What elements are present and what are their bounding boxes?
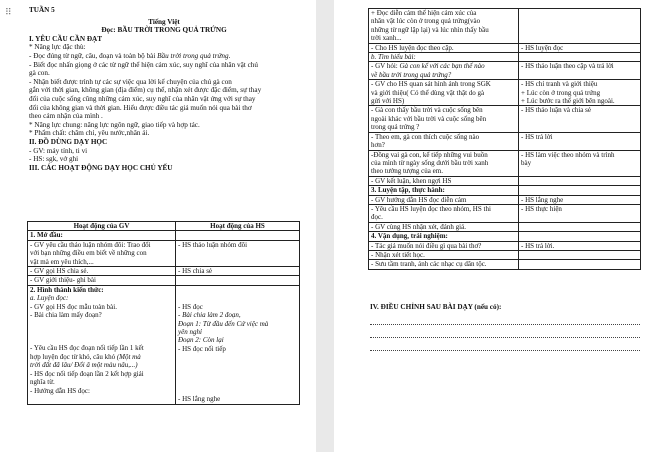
gv-cell: - Nhận xét tiết học. xyxy=(369,250,519,259)
hs-cell: - HS thảo luận và chia sẻ xyxy=(519,106,641,132)
table-row xyxy=(369,250,641,259)
gv-cell: -Đồng vai gà con, kể tiếp những vui buồn của mình từ ngày sống dưới bầu trời xanh theo tưởng tượng của em. xyxy=(369,150,519,176)
table-row xyxy=(369,132,641,150)
req-line: * Năng lực chung: năng lực ngôn ngữ, giao tiếp và hợp tác. xyxy=(29,120,200,129)
activities-table-continued xyxy=(368,8,641,270)
table-row xyxy=(369,260,641,269)
hs-cell: - HS đọc - Bài chia làm 2 đoạn, Đoạn 1: Từ đầu đến Cứ việc mà yên nghỉ Đoạn 2: Còn lại - HS đọc nối tiếp - HS lắng nghe xyxy=(176,285,300,404)
gv-cell: - GV cùng HS nhận xét, đánh giá. xyxy=(369,222,519,231)
gv-cell: - GV cho HS quan sát hình ảnh trong SGK và giới thiệu( Có thể dùng vật thật do gà gửi với HS) xyxy=(369,80,519,106)
hs-cell: - HS chỉ tranh và giới thiệu + Lúc còn ở trong quả trứng + Lúc bước ra thế giới bên ngoài. xyxy=(519,80,641,106)
req-line: theo cảm nhận của mình . xyxy=(29,112,103,121)
section-adjustment: IV. ĐIỀU CHỈNH SAU BÀI DẠY (nếu có): xyxy=(370,303,502,311)
req-line: - Biết đọc nhấn giọng ở các từ ngữ thể hiện cảm xúc, suy nghĩ của nhân vật chú xyxy=(29,60,258,69)
table-row xyxy=(369,176,641,185)
table-row xyxy=(369,241,641,250)
gv-cell: - GV hỏi: Gà con kể với các bạn thế nào về bầu trời trong quả trứng? xyxy=(369,62,519,80)
table-row xyxy=(369,43,641,52)
gv-cell: b. Tìm hiểu bài: xyxy=(369,53,519,62)
table-row xyxy=(369,186,641,195)
table-row xyxy=(28,267,300,276)
table-row xyxy=(369,80,641,106)
section-heading: 4. Vận dụng, trải nghiệm: xyxy=(369,232,519,241)
hs-cell: - HS thảo luận nhóm đôi xyxy=(176,240,300,266)
hs-cell: - HS trả lời. xyxy=(519,241,641,250)
col-header-hs: Hoạt động của HS xyxy=(176,222,300,231)
table-row xyxy=(369,204,641,222)
section-equipment: II. ĐỒ DÙNG DẠY HỌC xyxy=(29,137,108,146)
req-line: - Đọc đúng từ ngữ, câu, đoạn và toàn bộ bài Bầu trời trong quả trứng. xyxy=(29,51,231,60)
dotted-line xyxy=(370,343,640,351)
req-line: - Nhận biết được trình tự các sự việc qua lời kể chuyện của chú gà con xyxy=(29,77,232,86)
hs-cell: - HS trả lời xyxy=(519,132,641,150)
lesson-title: Đọc: BẦU TRỜI TRONG QUẢ TRỨNG xyxy=(101,26,227,35)
table-row xyxy=(369,222,641,231)
hs-cell: - HS chia sẻ xyxy=(176,267,300,276)
gv-cell: - Theo em, gà con thích cuộc sống nào hơn? xyxy=(369,132,519,150)
equipment-hs: - HS: sgk, vở ghi xyxy=(29,155,79,164)
equipment-gv: - GV: máy tính, ti vi xyxy=(29,146,88,155)
dotted-line xyxy=(370,317,640,325)
hs-cell: - HS thực hiện xyxy=(519,204,641,222)
col-header-gv: Hoạt động của GV xyxy=(28,222,176,231)
req-line: đổi của không gian và thời gian. Hiểu được điều tác giả muốn nói qua bài thơ xyxy=(29,103,252,112)
hs-cell: - HS luyện đọc xyxy=(519,43,641,52)
gv-cell: - GV yêu cầu thảo luận nhóm đôi: Trao đổi với bạn những điều em biết về những con vật mà em yêu thích,... xyxy=(28,240,176,266)
table-header-row xyxy=(28,222,300,231)
req-line: gắn với thời gian, không gian (địa điểm) cụ thể, nhận xét được đặc điểm, sự thay xyxy=(29,86,262,95)
dotted-line xyxy=(370,330,640,338)
gv-cell: - Tác giả muốn nói điều gì qua bài thơ? xyxy=(369,241,519,250)
req-head: * Năng lực đặc thù: xyxy=(29,43,86,52)
gv-cell: - GV kết luận, khen ngợi HS xyxy=(369,176,519,185)
drag-handle-icon[interactable]: ⠿ xyxy=(5,8,12,18)
gv-cell: - Yêu cầu HS luyện đọc theo nhóm, HS thi đọc. xyxy=(369,204,519,222)
hs-cell: - HS thảo luận theo cặp và trả lời xyxy=(519,62,641,80)
table-row xyxy=(369,106,641,132)
page1-content xyxy=(29,6,299,172)
section-requirements: I. YÊU CẦU CẦN ĐẠT xyxy=(29,34,103,43)
gv-cell: - GV giới thiệu- ghi bài xyxy=(28,276,176,285)
activities-table xyxy=(27,221,300,405)
table-row xyxy=(369,232,641,241)
hs-cell: - HS làm việc theo nhóm và trình bày xyxy=(519,150,641,176)
document-page-2 xyxy=(334,0,650,452)
table-row xyxy=(28,240,300,266)
table-row xyxy=(369,150,641,176)
document-page-1 xyxy=(0,0,316,452)
table-row xyxy=(369,195,641,204)
gv-cell: - GV gọi HS chia sẻ. xyxy=(28,267,176,276)
gv-cell: - GV hướng dẫn HS đọc diễn cảm xyxy=(369,195,519,204)
table-row xyxy=(369,9,641,44)
gv-cell: - Gà con thấy bầu trời và cuộc sống bên ngoài khác với bầu trời và cuộc sống bên trong quả trứng ? xyxy=(369,106,519,132)
table-row xyxy=(28,285,300,404)
gv-cell: 2. Hình thành kiến thức: a. Luyện đọc: - GV gọi HS đọc mẫu toàn bài. - Bài chia làm mấy đoạn? - Yêu cầu HS đọc đoạn nối tiếp lần 1 kết hợp luyện đọc từ khó, câu khó (Một mà trời đất đã lâu/ Đổi â một màu nâu,...) - HS đọc nối tiếp đoạn lần 2 kết hợp giải nghĩa từ. - Hướng dẫn HS đọc: xyxy=(28,285,176,404)
hs-cell: - HS lắng nghe xyxy=(519,195,641,204)
gv-cell: - Cho HS luyện đọc theo cặp. xyxy=(369,43,519,52)
gv-cell: + Đọc diễn cảm thể hiện cảm xúc của nhân vật lúc còn ở trong quả trứng(vào những từ ngữ lặp lại) và lúc nhìn thấy bầu trời xanh... xyxy=(369,9,519,44)
req-line: * Phẩm chất: chăm chỉ, yêu nước,nhân ái. xyxy=(29,129,150,138)
adjustment-section xyxy=(370,303,640,356)
req-line: gà con. xyxy=(29,69,50,78)
table-row xyxy=(369,53,641,62)
table-row xyxy=(369,62,641,80)
subject-title: Tiếng Việt xyxy=(148,17,180,26)
week-label: TUẦN 5 xyxy=(29,6,55,14)
gv-cell: - Sưu tầm tranh, ảnh các nhạc cụ dân tộc. xyxy=(369,260,519,269)
table-row xyxy=(28,276,300,285)
table-row xyxy=(28,231,300,240)
req-line: đổi của cuộc sống cũng những cảm xúc, suy nghĩ của nhân vật ứng với sự thay xyxy=(29,94,256,103)
section-heading: 3. Luyện tập, thực hành: xyxy=(369,186,519,195)
section-heading: 1. Mở đầu: xyxy=(28,231,176,240)
section-activities: III. CÁC HOẠT ĐỘNG DẠY HỌC CHỦ YẾU xyxy=(29,163,173,172)
